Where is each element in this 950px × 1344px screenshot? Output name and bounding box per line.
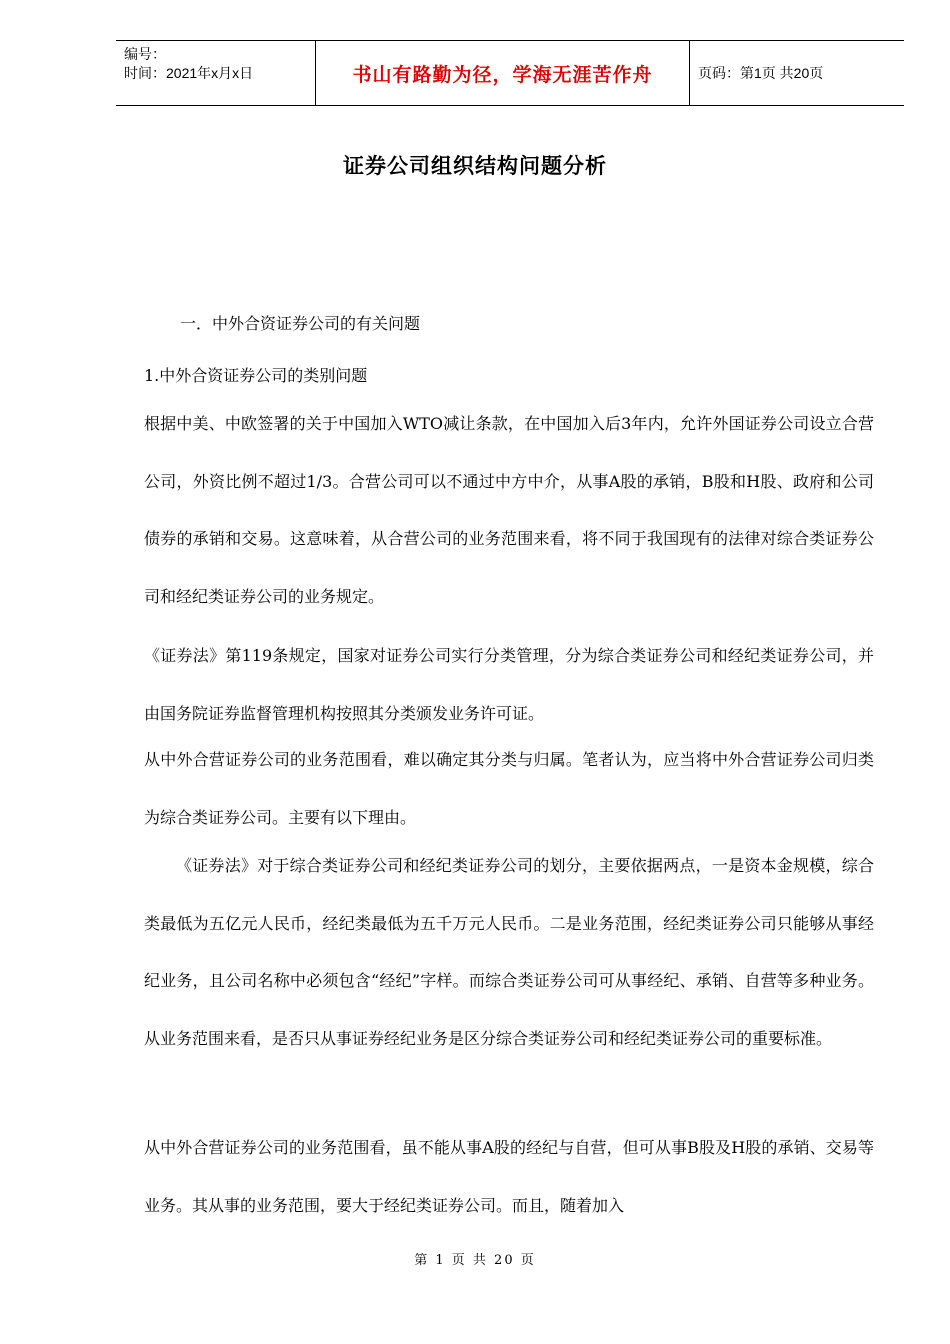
document-title: 证券公司组织结构问题分析 [343,154,607,178]
document-header [116,40,904,106]
time-label: 时间：2021年x月x日 [124,65,254,81]
subsection-heading: 1.中外合资证券公司的类别问题 [144,366,368,385]
header-motto: 书山有路勤为径，学海无涯苦作舟 [316,41,690,105]
header-meta-cell [116,41,316,105]
paragraph-classification-criteria: 《证券法》对于综合类证券公司和经纪类证券公司的划分，主要依据两点，一是资本金规模，综合类最低为五亿元人民币，经纪类最低为五千万元人民币。二是业务范围，经纪类证券公司只能够从事经纪业务，且公司名称中必须包含“经纪”字样。而综合类证券公司可从事经纪、承销、自营等多种业务。从业务范围来看，是否只从事证券经纪业务是区分综合类证券公司和经纪类证券公司的重要标准。 [144,856,874,1048]
page-footer: 第 1 页 共 20 页 [414,1253,536,1268]
paragraph-joint-venture-scope: 从中外合营证券公司的业务范围看，虽不能从事A股的经纪与自营，但可从事B股及H股的承销、交易等业务。其从事的业务范围，要大于经纪类证券公司。而且，随着加入 [144,1138,874,1215]
section-heading: 一．中外合资证券公司的有关问题 [180,314,421,333]
paragraph-classification-opinion: 从中外合营证券公司的业务范围看，难以确定其分类与归属。笔者认为，应当将中外合营证券公司归类为综合类证券公司。主要有以下理由。 [144,750,874,827]
header-page-info: 页码：第1页 共20页 [698,65,824,81]
paragraph-wto-terms: 根据中美、中欧签署的关于中国加入WTO减让条款，在中国加入后3年内，允许外国证券公司设立合营公司，外资比例不超过1/3。合营公司可以不通过中方中介，从事A股的承销，B股和H股、政府和公司债券的承销和交易。这意味着，从合营公司的业务范围来看，将不同于我国现有的法律对综合类证券公司和经纪类证券公司的业务规定。 [144,414,874,606]
serial-number-label: 编号： [124,46,166,62]
paragraph-securities-law-119: 《证券法》第119条规定，国家对证券公司实行分类管理，分为综合类证券公司和经纪类证券公司，并由国务院证券监督管理机构按照其分类颁发业务许可证。 [144,646,874,723]
